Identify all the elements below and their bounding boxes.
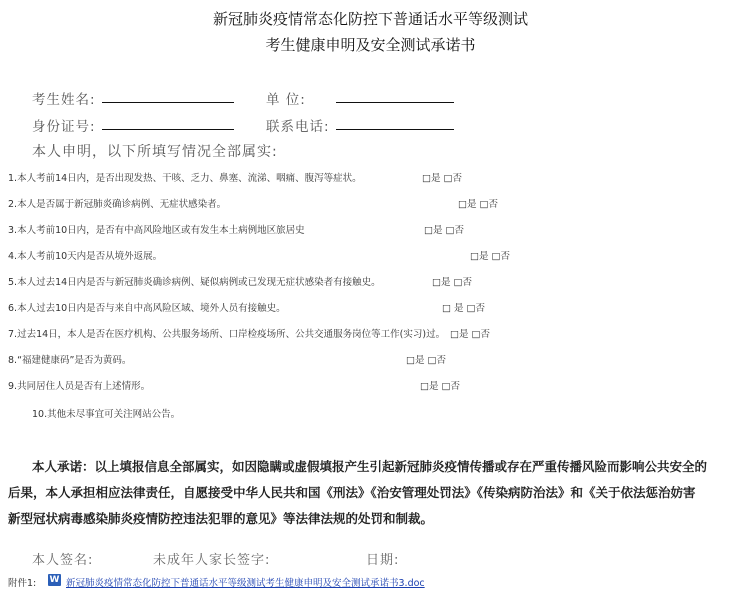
word-document-icon: W <box>49 575 60 585</box>
name-label: 考生姓名: <box>32 92 96 108</box>
question-8: 8.“福建健康码”是否为黄码。 <box>8 355 132 366</box>
question-9: 9.共同居住人员是否有上述情形。 <box>8 381 151 392</box>
question-9-choice[interactable]: □是 □否 <box>420 381 460 392</box>
question-2: 2.本人是否属于新冠肺炎确诊病例、无症状感染者。 <box>8 199 227 210</box>
question-3-choice[interactable]: □是 □否 <box>424 225 464 236</box>
pledge-line-1: 本人承诺：以上填报信息全部属实，如因隐瞒或虚假填报产生引起新冠肺炎疫情传播或存在严重传播风险而影响公共安全的 <box>32 459 708 474</box>
question-4-choice[interactable]: □是 □否 <box>470 251 510 262</box>
date-label: 日期: <box>366 553 400 568</box>
question-1-choice[interactable]: □是 □否 <box>422 173 462 184</box>
question-7-choice[interactable]: □是 □否 <box>450 329 490 340</box>
examinee-signature-label: 本人签名: <box>32 553 94 568</box>
question-6-choice[interactable]: □ 是 □否 <box>442 303 485 314</box>
attachment-label: 附件1: <box>8 578 37 589</box>
unit-label: 单 位: <box>266 92 306 108</box>
question-2-choice[interactable]: □是 □否 <box>458 199 498 210</box>
question-3: 3.本人考前10日内，是否有中高风险地区或有发生本土病例地区旅居史 <box>8 225 305 236</box>
phone-field-line[interactable] <box>336 129 454 130</box>
question-10: 10.其他未尽事宜可关注网站公告。 <box>32 409 181 420</box>
id-field-line[interactable] <box>102 129 234 130</box>
declaration-heading: 本人申明，以下所填写情况全部属实: <box>32 144 278 160</box>
attachment-link[interactable]: 新冠肺炎疫情常态化防控下普通话水平等级测试考生健康申明及安全测试承诺书3.doc <box>66 578 425 589</box>
document-title: 新冠肺炎疫情常态化防控下普通话水平等级测试 <box>212 10 528 28</box>
question-1: 1.本人考前14日内，是否出现发热、干咳、乏力、鼻塞、流涕、咽痛、腹泻等症状。 <box>8 173 362 184</box>
question-5-choice[interactable]: □是 □否 <box>432 277 472 288</box>
phone-label: 联系电话: <box>266 119 330 135</box>
id-label: 身份证号: <box>32 119 96 135</box>
unit-field-line[interactable] <box>336 102 454 103</box>
pledge-line-2: 后果，本人承担相应法律责任，自愿接受中华人民共和国《刑法》《治安管理处罚法》《传染病防治法》和《关于依法惩治妨害 <box>8 485 696 500</box>
name-field-line[interactable] <box>102 102 234 103</box>
pledge-line-3: 新型冠状病毒感染肺炎疫情防控违法犯罪的意见》等法律法规的处罚和制裁。 <box>8 511 434 526</box>
question-5: 5.本人过去14日内是否与新冠肺炎确诊病例、疑似病例或已发现无症状感染者有接触史。 <box>8 277 381 288</box>
question-7: 7.过去14日，本人是否在医疗机构、公共服务场所、口岸检疫场所、公共交通服务岗位等工作(实习)过。 <box>8 329 446 340</box>
question-6: 6.本人过去10日内是否与来自中高风险区域、境外人员有接触史。 <box>8 303 286 314</box>
guardian-signature-label: 未成年人家长签字: <box>153 553 271 568</box>
document-subtitle: 考生健康申明及安全测试承诺书 <box>265 36 476 54</box>
question-4: 4.本人考前10天内是否从境外返展。 <box>8 251 163 262</box>
question-8-choice[interactable]: □是 □否 <box>406 355 446 366</box>
